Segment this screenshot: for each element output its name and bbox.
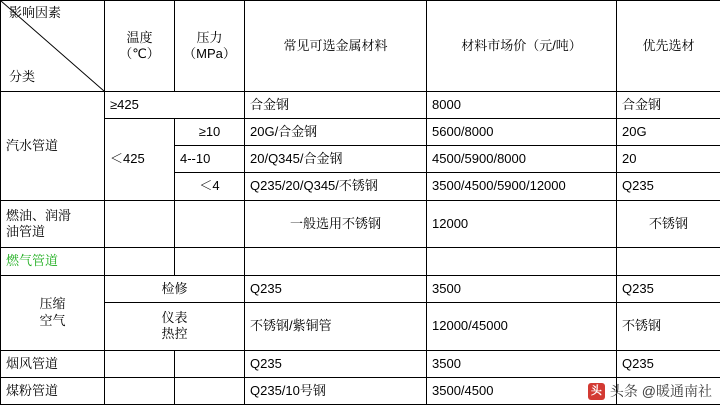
header-pressure-line2: （MPa）: [183, 46, 236, 61]
row-category-fuel-oil-line1: 燃油、润滑: [6, 207, 72, 223]
header-category-label: 分类: [9, 68, 36, 84]
cell-pressure-9: [175, 350, 245, 377]
toutiao-badge-icon: 头: [588, 383, 605, 400]
cell-priority-7: Q235: [617, 275, 720, 302]
table-header-row: [1, 1, 720, 92]
cell-temperature-5: [105, 200, 175, 248]
row-category-fuel-oil-line2: 油管道: [6, 224, 46, 240]
cell-price-8: 12000/45000: [427, 302, 617, 350]
row-category-gas-pipe: 燃气管道: [1, 248, 105, 275]
cell-priority-8: 不锈钢: [617, 302, 720, 350]
cell-pressure-10: [175, 377, 245, 404]
table-row: [1, 248, 720, 275]
cell-pressure-5: [175, 200, 245, 248]
cell-price-2: 5600/8000: [427, 119, 617, 146]
cell-pressure-4-10: 4--10: [175, 146, 245, 173]
cell-priority-6: [617, 248, 720, 275]
cell-pressure-6: [175, 248, 245, 275]
cell-price-4: 3500/4500/5900/12000: [427, 173, 617, 200]
cell-materials-3: 20/Q345/合金钢: [245, 146, 427, 173]
cell-materials-5: 一般选用不锈钢: [245, 200, 427, 248]
table-row: [1, 350, 720, 377]
header-pressure: [175, 1, 245, 92]
row-category-flue-air: 烟风管道: [1, 350, 105, 377]
table-row: [1, 377, 720, 404]
cell-materials-7: Q235: [245, 275, 427, 302]
cell-price-1: 8000: [427, 92, 617, 119]
header-corner-cell: [1, 1, 105, 92]
cell-price-9: 3500: [427, 350, 617, 377]
cell-price-5: 12000: [427, 200, 617, 248]
header-materials: 常见可选金属材料: [245, 1, 427, 92]
cell-temperature-6: [105, 248, 175, 275]
cell-materials-10: Q235/10号钢: [245, 377, 427, 404]
cell-priority-4: Q235: [617, 173, 720, 200]
cell-materials-1: 合金钢: [245, 92, 427, 119]
cell-pressure-ge10: ≥10: [175, 119, 245, 146]
table-row: [1, 275, 720, 302]
table-row: [1, 200, 720, 248]
cell-temperature-ge425: ≥425: [105, 92, 245, 119]
cell-materials-2: 20G/合金钢: [245, 119, 427, 146]
cell-price-10: 3500/4500: [427, 377, 617, 404]
cell-temperature-9: [105, 350, 175, 377]
row-category-steam-water: 汽水管道: [1, 92, 105, 201]
watermark-text: 头条 @暖通南社: [609, 383, 712, 399]
row-category-fuel-oil: [1, 200, 105, 248]
header-temperature-line2: （℃）: [119, 46, 160, 61]
cell-priority-1: 合金钢: [617, 92, 720, 119]
cell-temperature-lt425: ＜425: [105, 119, 175, 200]
header-influence-factor-label: 影响因素: [9, 5, 62, 20]
cell-priority-2: 20G: [617, 119, 720, 146]
header-priority-material: 优先选材: [617, 1, 720, 92]
cell-temperature-10: [105, 377, 175, 404]
cell-priority-9: Q235: [617, 350, 720, 377]
cell-sub-instrument-line2: 热控: [161, 326, 188, 342]
cell-materials-9: Q235: [245, 350, 427, 377]
table-row: [1, 92, 720, 119]
table-row: [1, 302, 720, 350]
table-row: [1, 119, 720, 146]
cell-price-7: 3500: [427, 275, 617, 302]
row-category-compressed-air-line1: 压缩: [39, 296, 66, 312]
header-pressure-line1: 压力: [196, 29, 223, 45]
cell-materials-8: 不锈钢/紫铜管: [245, 302, 427, 350]
row-category-compressed-air: [1, 275, 105, 350]
cell-sub-instrument-line1: 仪表: [161, 309, 188, 325]
header-market-price: 材料市场价（元/吨）: [427, 1, 617, 92]
cell-pressure-lt4: ＜4: [175, 173, 245, 200]
cell-sub-overhaul: 检修: [105, 275, 245, 302]
header-temperature-line1: 温度: [126, 29, 153, 45]
cell-price-3: 4500/5900/8000: [427, 146, 617, 173]
cell-price-6: [427, 248, 617, 275]
row-category-compressed-air-line2: 空气: [39, 312, 66, 328]
cell-priority-3: 20: [617, 146, 720, 173]
header-temperature: [105, 1, 175, 92]
cell-sub-instrument: [105, 302, 245, 350]
row-category-coal-powder: 煤粉管道: [1, 377, 105, 404]
cell-materials-6: [245, 248, 427, 275]
cell-materials-4: Q235/20/Q345/不锈钢: [245, 173, 427, 200]
cell-priority-5: 不锈钢: [617, 200, 720, 248]
cell-priority-10: [617, 377, 720, 404]
